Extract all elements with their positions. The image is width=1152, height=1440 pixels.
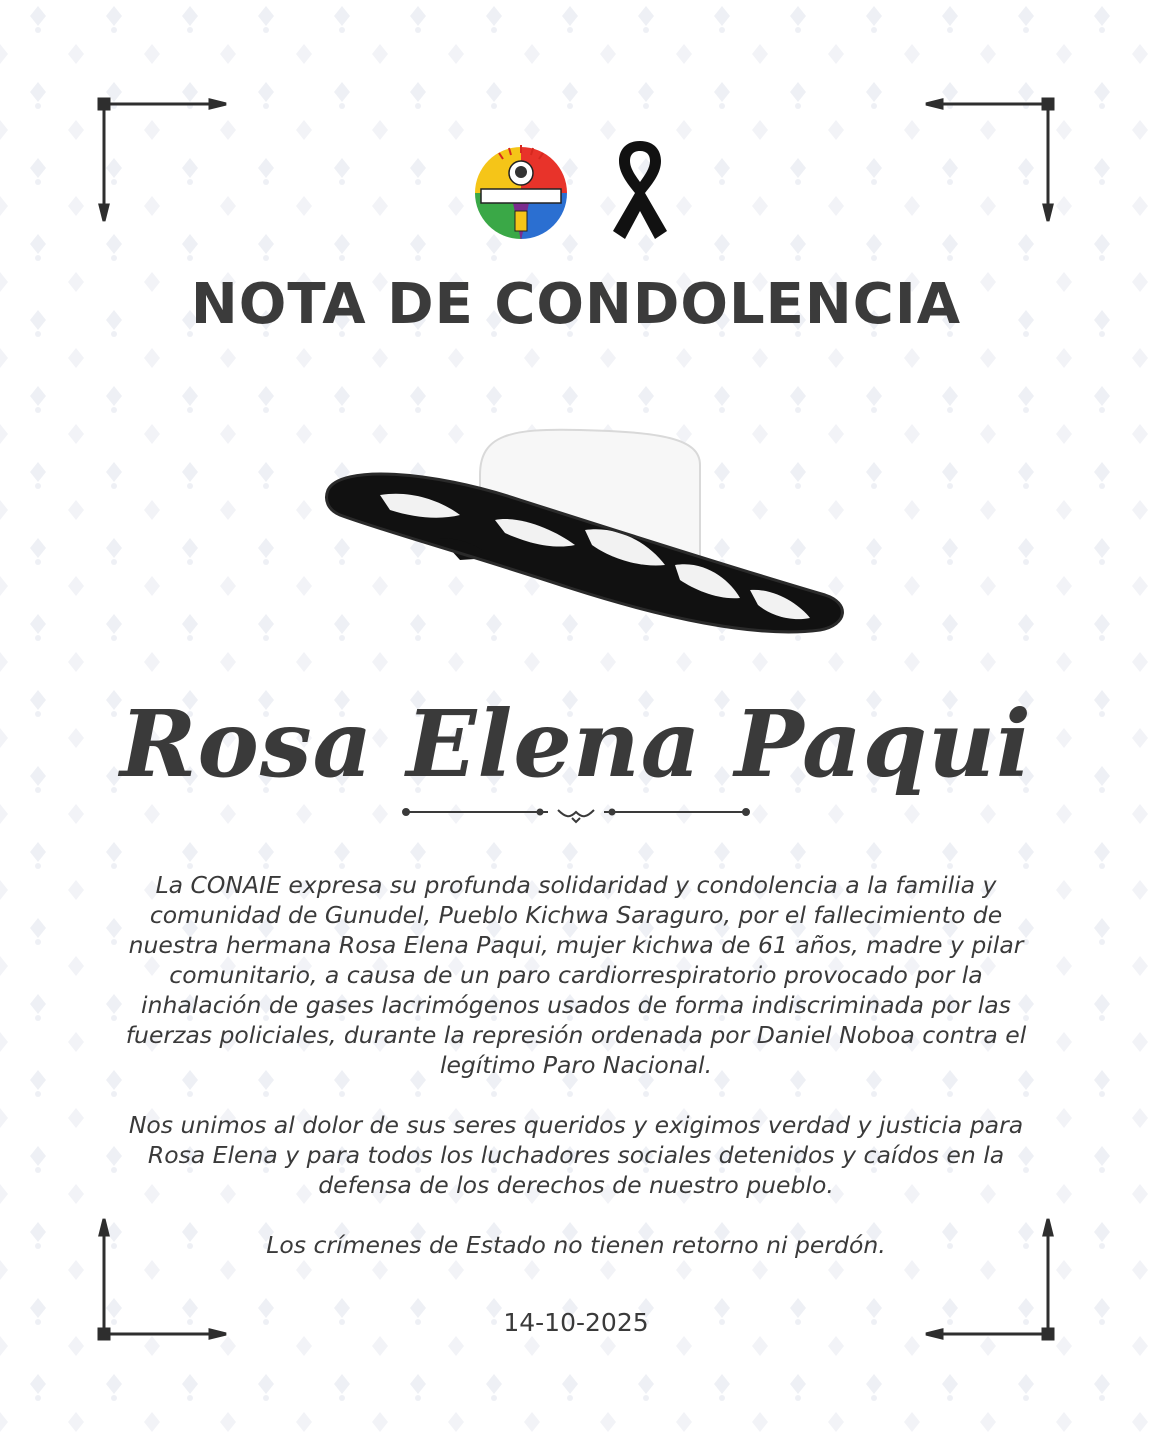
page-title: NOTA DE CONDOLENCIA (190, 272, 962, 337)
message-paragraph-3: Los crímenes de Estado no tienen retorno ni perdón. (266, 1231, 886, 1259)
mourning-ribbon-icon (605, 135, 675, 243)
conaie-logo-icon (473, 145, 569, 241)
ornamental-divider (400, 800, 752, 828)
deceased-name: Rosa Elena Paqui (120, 690, 1032, 798)
sombrero-saraguro-hat-icon (320, 420, 860, 650)
header-logos (0, 135, 1152, 245)
message-paragraph-2: Nos unimos al dolor de sus seres queridos y exigimos verdad y justicia para Rosa Elena y para todos los luchadores sociales detenidos y caídos en la defensa de los derechos de nuestro pueblo. (128, 1111, 1024, 1199)
message-paragraph-1: La CONAIE expresa su profunda solidaridad y condolencia a la familia y comunidad de Gunudel, Pueblo Kichwa Saraguro, por el fallecimiento de nuestra hermana Rosa Elena Paqui, mujer kichwa de 61 años, madre y pilar comunitario, a causa de un paro cardiorrespiratorio provocado por la inhalación de gases lacrimógenos usados de forma indiscriminada por las fuerzas policiales, durante la represión ordenada por Daniel Noboa contra el legítimo Paro Nacional. (125, 871, 1027, 1079)
condolence-message (110, 870, 1042, 1290)
date-label: 14-10-2025 (503, 1308, 649, 1337)
